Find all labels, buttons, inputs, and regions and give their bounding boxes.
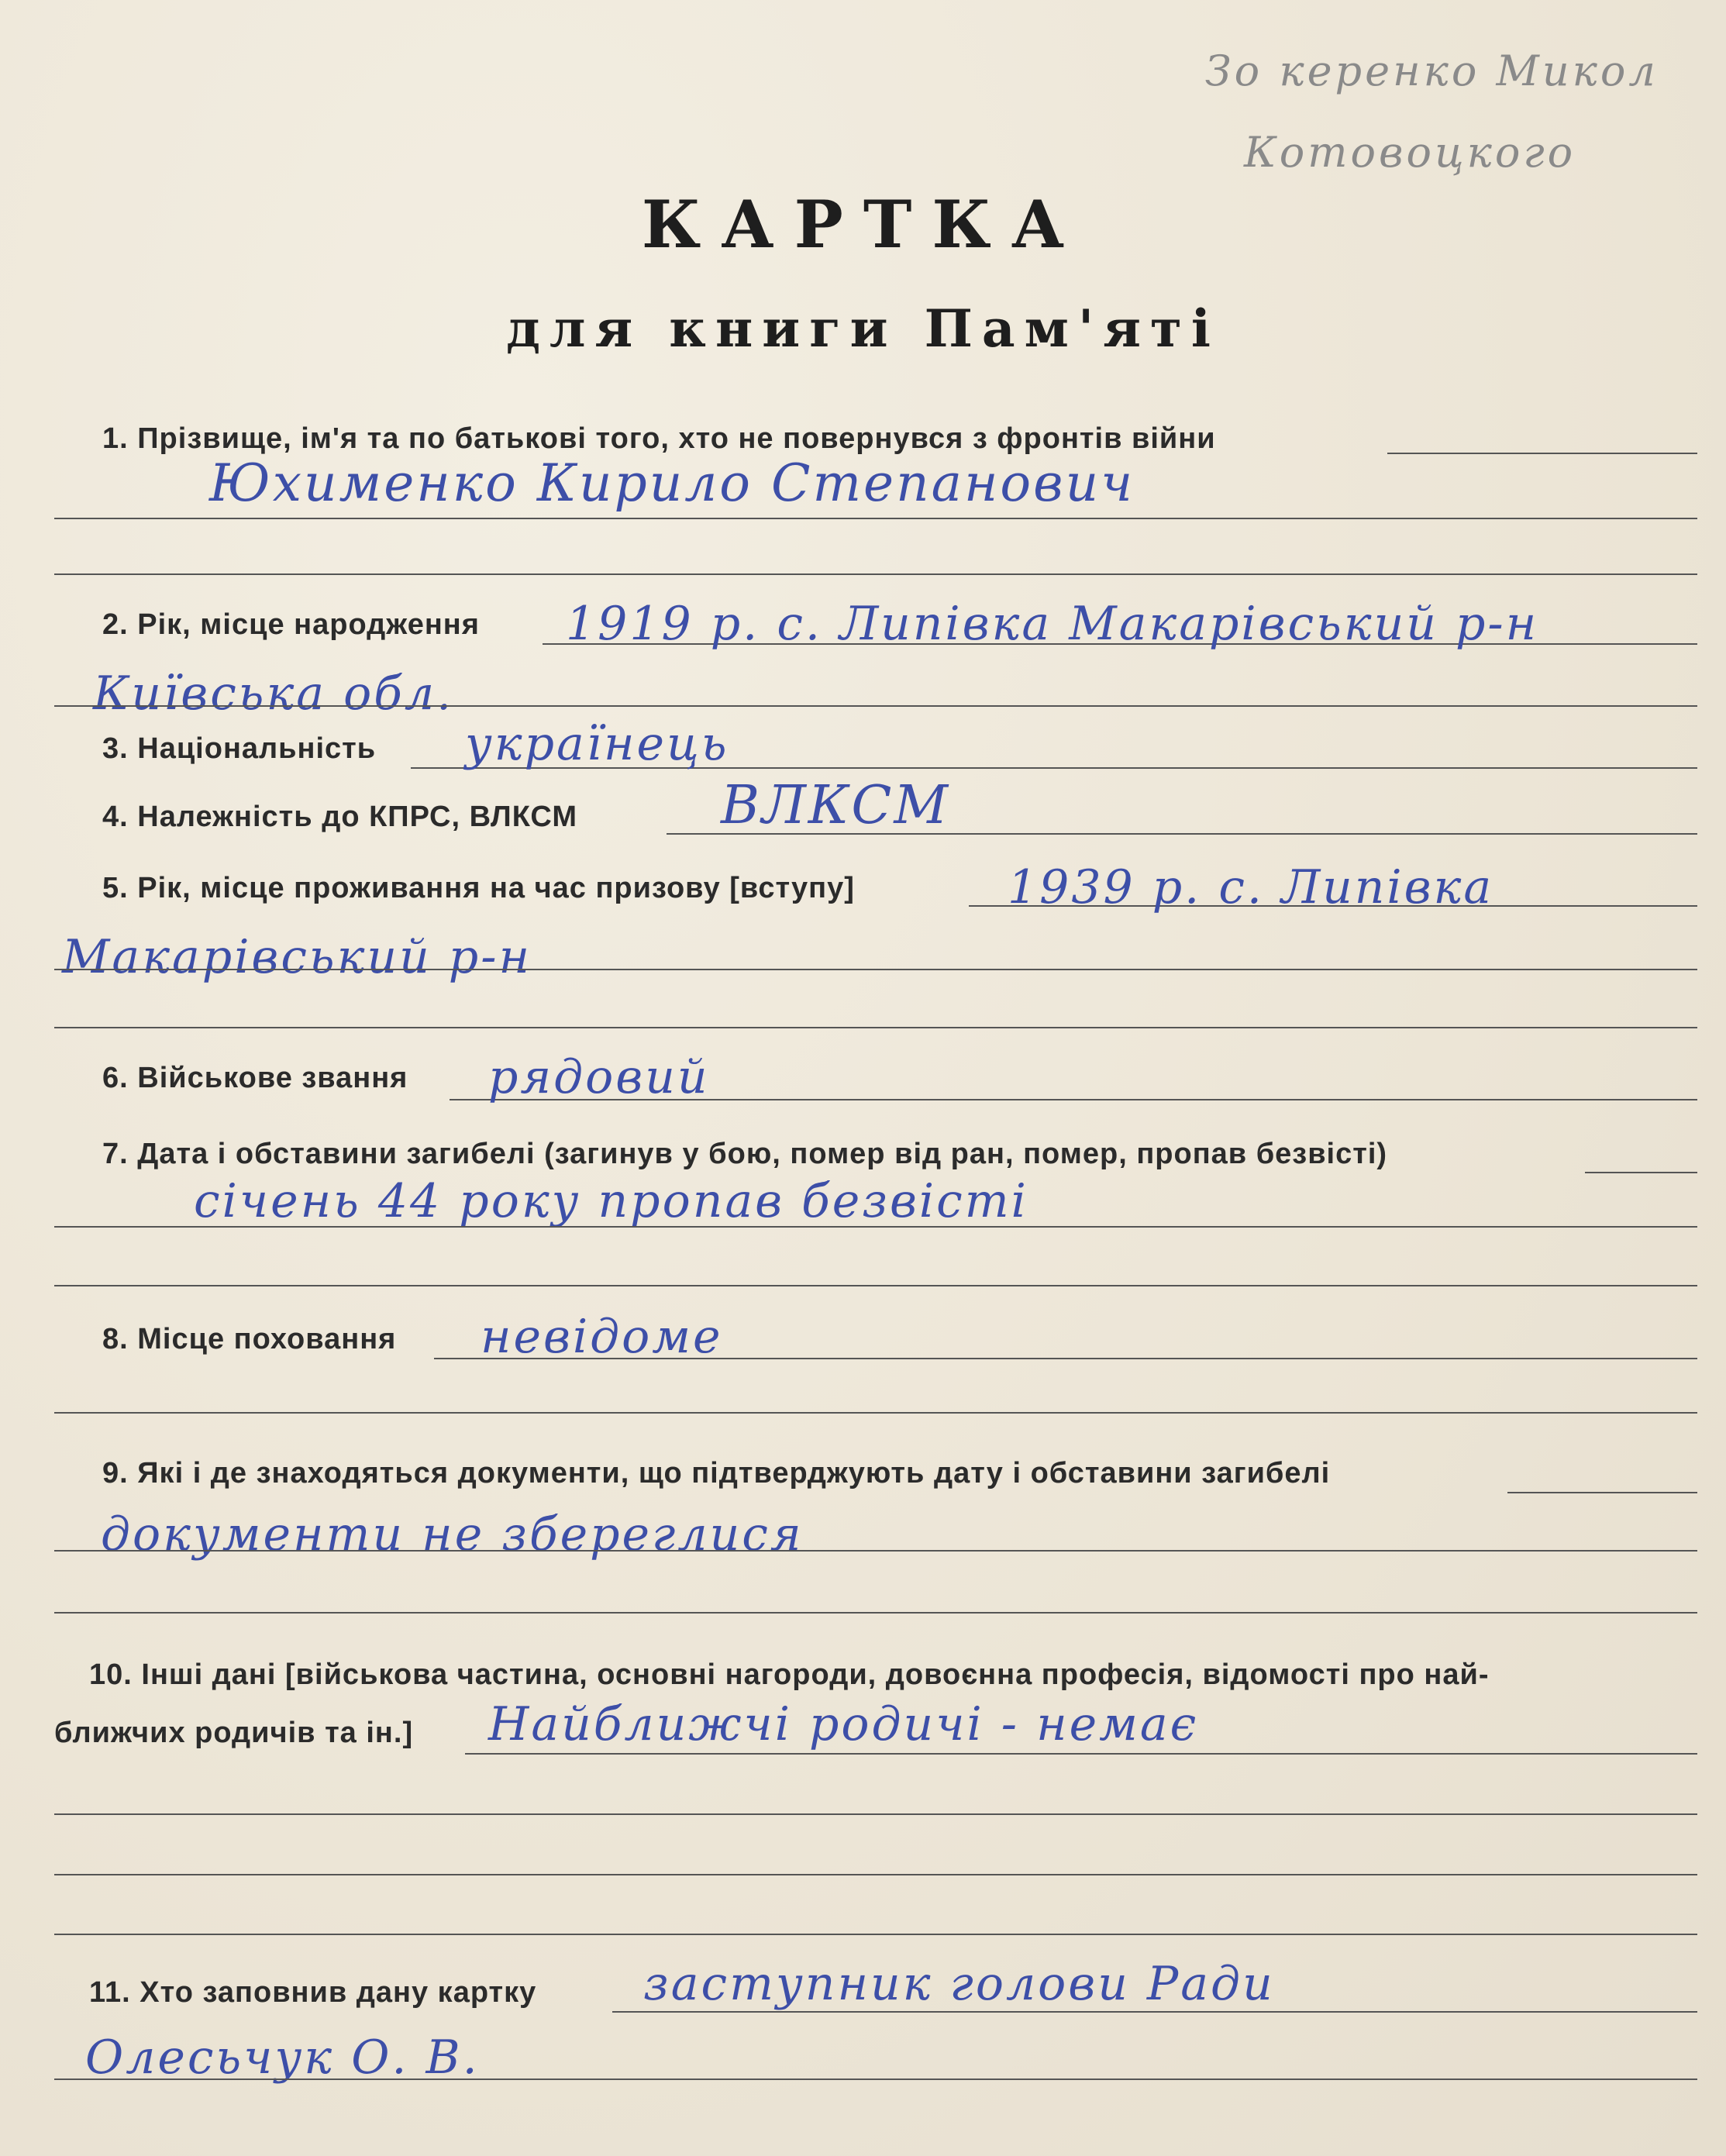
- field-line: [465, 1753, 1697, 1755]
- field-value-3: українець: [465, 717, 729, 771]
- field-line: [54, 1550, 1697, 1552]
- field-value-7: січень 44 року пропав безвісті: [194, 1174, 1028, 1228]
- field-value-5-cont: Макарівський р-н: [62, 930, 532, 984]
- field-line: [54, 1934, 1697, 1935]
- field-label-9: 9. Які і де знаходяться документи, що підтверджують дату і обставини загибелі: [102, 1457, 1331, 1490]
- field-line: [54, 573, 1697, 575]
- page-subtitle: для книги Пам'яті: [506, 298, 1220, 359]
- field-value-2-cont: Київська обл.: [93, 666, 454, 721]
- field-label-10-cont: ближчих родичів та ін.]: [54, 1717, 414, 1749]
- field-label-3: 3. Національність: [102, 732, 377, 765]
- field-line: [54, 1813, 1697, 1815]
- field-value-11: заступник голови Ради: [643, 1957, 1275, 2011]
- field-line: [1585, 1172, 1697, 1173]
- field-label-2: 2. Рік, місце народження: [102, 608, 480, 641]
- field-line: [54, 705, 1697, 707]
- field-value-5: 1939 р. с. Липівка: [1008, 860, 1494, 914]
- field-label-7: 7. Дата і обставини загибелі (загинув у бою, помер від ран, помер, пропав безвісті): [102, 1138, 1388, 1170]
- field-line: [54, 2079, 1697, 2080]
- corner-note-line-1: Зо керенко Микол: [1205, 46, 1659, 95]
- field-label-8: 8. Місце поховання: [102, 1323, 397, 1355]
- field-value-6: рядовий: [488, 1050, 710, 1104]
- field-line: [54, 1226, 1697, 1228]
- field-label-5: 5. Рік, місце проживання на час призову [вступу]: [102, 872, 855, 904]
- field-value-8: невідоме: [481, 1310, 723, 1364]
- corner-note-line-2: Котовоцкого: [1244, 128, 1576, 177]
- field-label-11: 11. Хто заповнив дану картку: [89, 1976, 537, 2009]
- field-value-9: документи не збереглися: [101, 1507, 804, 1562]
- field-value-1: Юхименко Кирило Степанович: [209, 453, 1135, 513]
- field-label-10: 10. Інші дані [військова частина, основні нагороди, довоєнна професія, відомості про най-: [89, 1658, 1490, 1691]
- page-title: КАРТКА: [641, 186, 1085, 263]
- field-value-4: ВЛКСМ: [721, 775, 950, 836]
- field-label-4: 4. Належність до КПРС, ВЛКСМ: [102, 801, 578, 833]
- field-label-6: 6. Військове звання: [102, 1062, 408, 1094]
- field-line: [612, 2011, 1697, 2013]
- field-label-1: 1. Прізвище, ім'я та по батькові того, хто не повернувся з фронтів війни: [102, 422, 1216, 455]
- field-line: [54, 1874, 1697, 1875]
- field-line: [54, 518, 1697, 519]
- field-line: [54, 1412, 1697, 1414]
- field-line: [54, 1612, 1697, 1614]
- field-line: [54, 1027, 1697, 1028]
- field-line: [54, 1285, 1697, 1286]
- field-value-10: Найближчі родичі - немає: [488, 1697, 1199, 1751]
- field-value-2: 1919 р. с. Липівка Макарівський р-н: [566, 597, 1539, 651]
- field-value-11-cont: Олесьчук О. В.: [85, 2030, 480, 2085]
- field-line: [54, 969, 1697, 970]
- field-line: [1507, 1492, 1697, 1493]
- field-line: [1387, 453, 1697, 454]
